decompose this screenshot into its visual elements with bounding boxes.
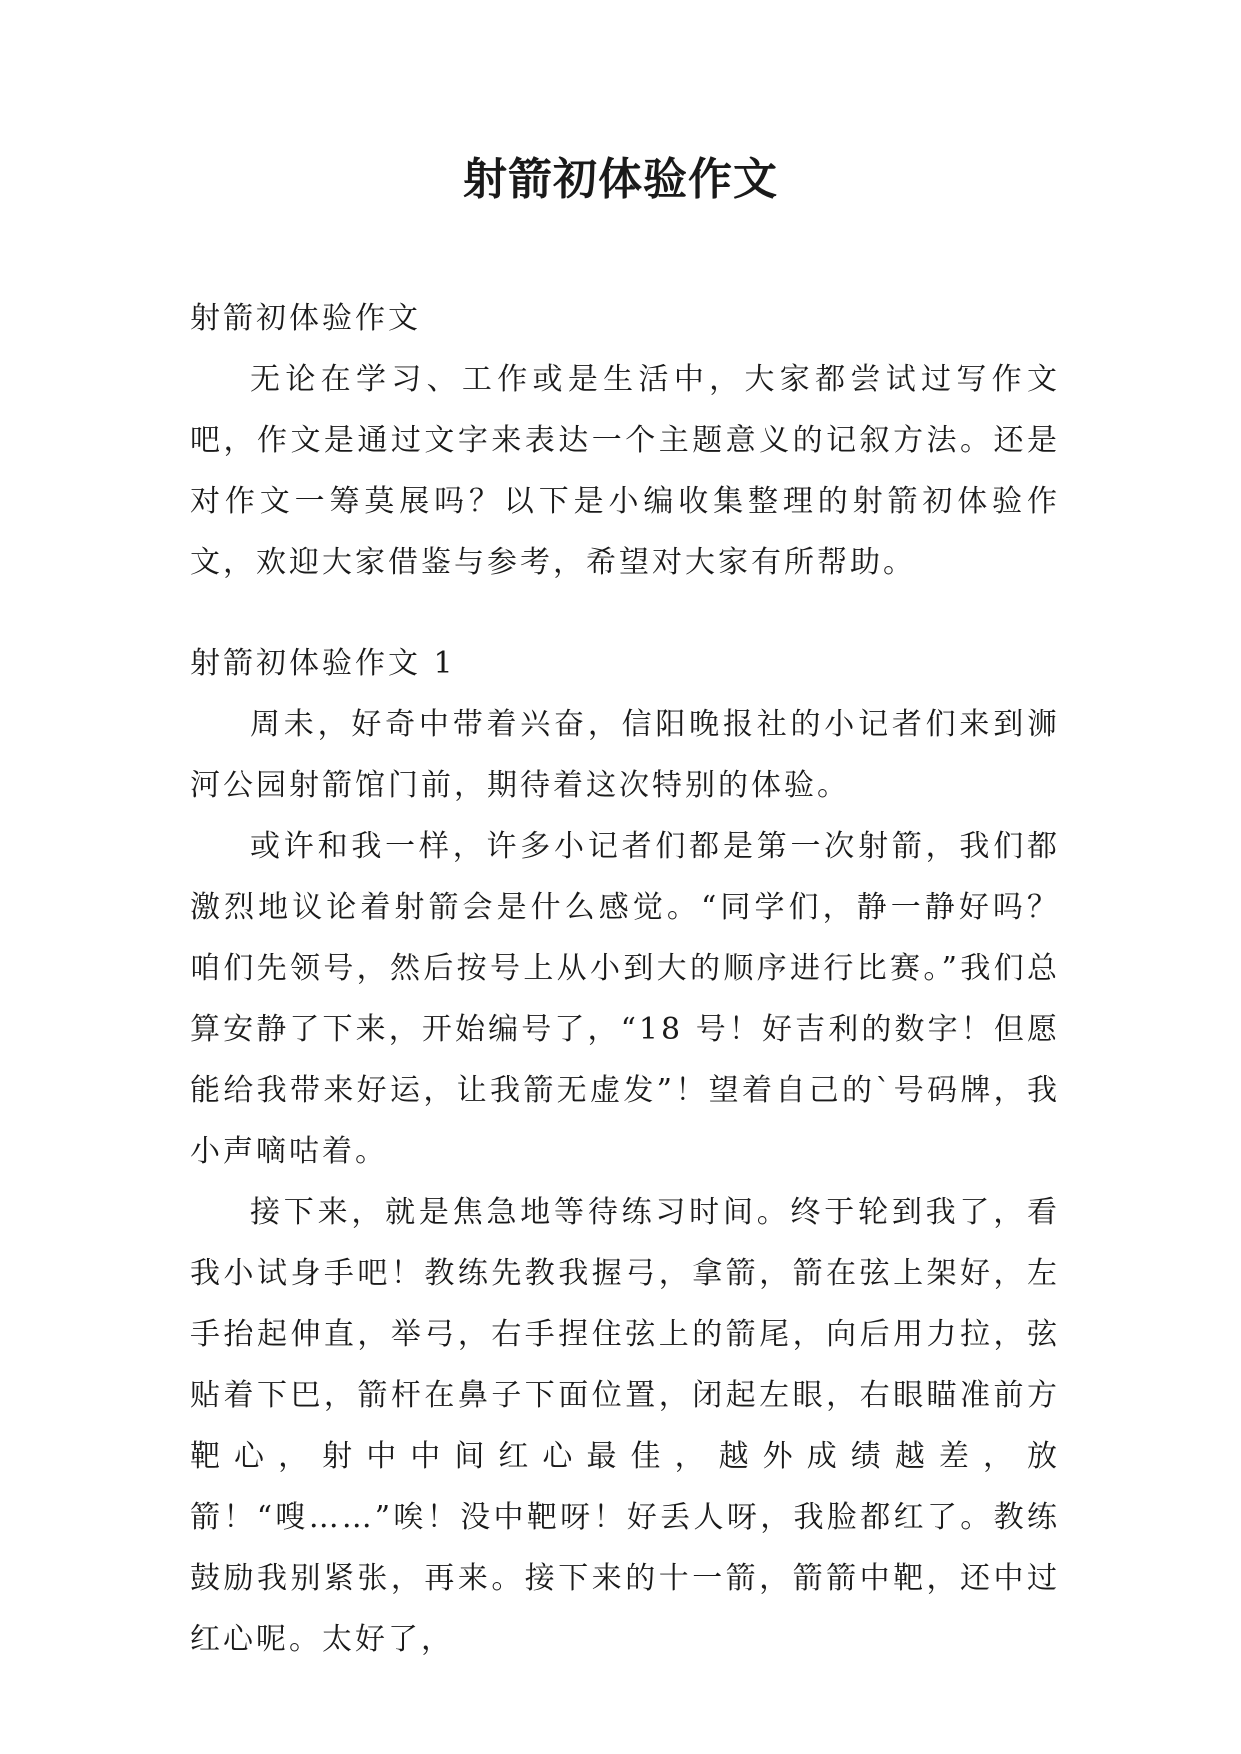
document-subtitle: 射箭初体验作文 [190,301,421,336]
document-body [190,288,1060,1670]
section-heading: 射箭初体验作文 1 [190,646,456,681]
intro-paragraph: 无论在学习、工作或是生活中，大家都尝试过写作文吧，作文是通过文字来表达一个主题意义的记叙方法。还是对作文一筹莫展吗？以下是小编收集整理的射箭初体验作文，欢迎大家借鉴与参考，希望对大家有所帮助。 [190,362,1060,580]
body-paragraph-1: 周未，好奇中带着兴奋，信阳晚报社的小记者们来到浉河公园射箭馆门前，期待着这次特别的体验。 [190,707,1060,803]
document-title: 射箭初体验作文 [463,154,778,205]
body-paragraph-2: 或许和我一样，许多小记者们都是第一次射箭，我们都激烈地议论着射箭会是什么感觉。“同学们，静一静好吗？咱们先领号，然后按号上从小到大的顺序进行比赛。”我们总算安静了下来，开始编号了，“18 号！好吉利的数字！但愿能给我带来好运，让我箭无虚发”！望着自己的`号码牌，我小声嘀咕着。 [190,829,1060,1169]
section-spacer [190,593,1060,633]
body-paragraph-3: 接下来，就是焦急地等待练习时间。终于轮到我了，看我小试身手吧！教练先教我握弓，拿箭，箭在弦上架好，左手抬起伸直，举弓，右手捏住弦上的箭尾，向后用力拉，弦贴着下巴，箭杆在鼻子下面位置，闭起左眼，右眼瞄准前方靶心，射中中间红心最佳，越外成绩越差，放箭！“嗖……”唉！没中靶呀！好丢人呀，我脸都红了。教练鼓励我别紧张，再来。接下来的十一箭，箭箭中靶，还中过红心呢。太好了， [190,1195,1060,1657]
